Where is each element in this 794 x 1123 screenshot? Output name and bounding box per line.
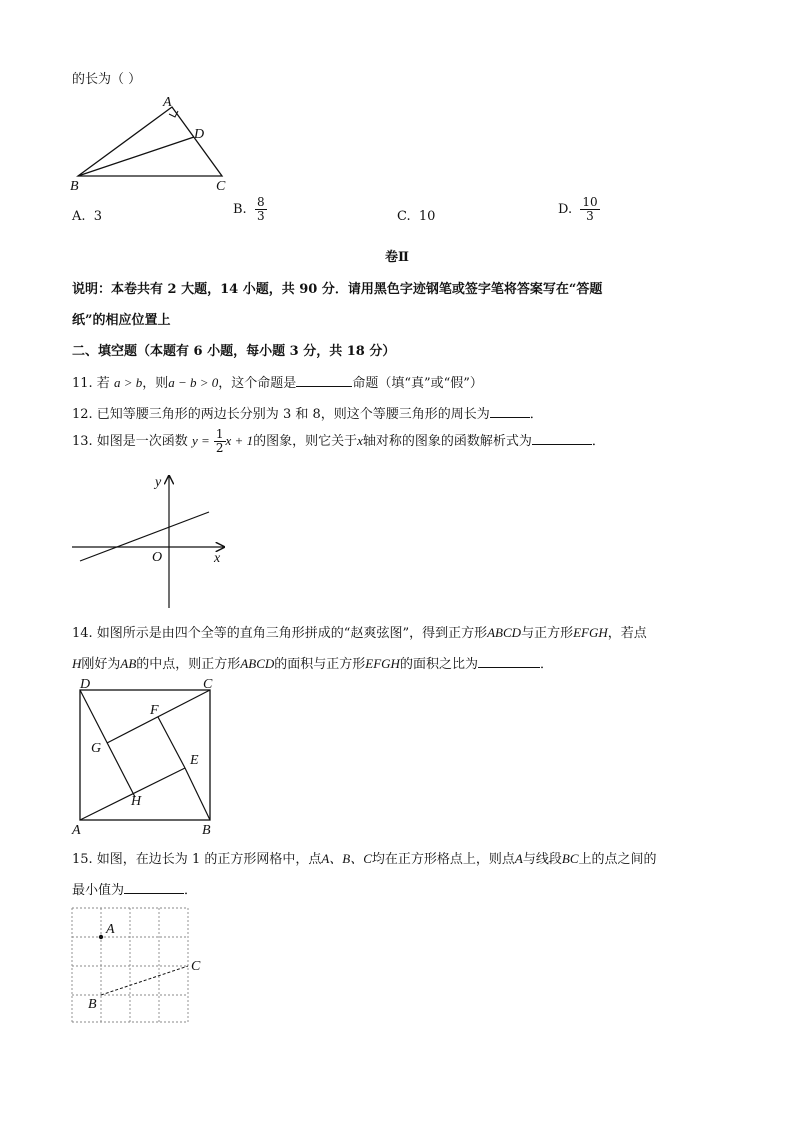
q14-text: 与正方形: [521, 626, 574, 641]
option-key: D.: [558, 202, 573, 217]
label-e: E: [190, 753, 199, 768]
fraction-num: 1: [215, 427, 224, 441]
question-11: [72, 372, 483, 391]
section-title: 卷Ⅱ: [385, 250, 409, 265]
fraction-num: 10: [582, 195, 598, 209]
answer-blank[interactable]: [478, 655, 540, 668]
q14-text: 刚好为: [81, 657, 121, 672]
option-value: 3: [93, 209, 103, 224]
q14-text: 的中点，则正方形: [136, 657, 241, 672]
q11-mid: ，则: [142, 376, 169, 391]
q14-point-h: H: [72, 656, 82, 671]
option-key: B.: [233, 202, 247, 217]
q15-text: 与线段: [522, 852, 562, 867]
q13-end: ．: [591, 434, 605, 449]
right-angle-mark: [169, 111, 178, 117]
label-a: A: [163, 95, 172, 110]
q14-text: 14. 如图所示是由四个全等的直角三角形拼成的“赵爽弦图”，得到正方形: [72, 626, 488, 641]
q13-prefix: 13. 如图是一次函数: [72, 434, 188, 449]
q14-text: 的面积之比为: [399, 657, 478, 672]
q14-square-efgh: EFGH: [573, 625, 608, 640]
fraction: [214, 428, 226, 455]
option-d[interactable]: [558, 196, 600, 223]
option-c[interactable]: [397, 209, 435, 224]
label-d: D: [80, 677, 91, 692]
label-h: H: [131, 794, 142, 809]
zhao-shuang-figure: [66, 672, 226, 840]
question-13: [72, 428, 605, 455]
segment-dh: [80, 690, 135, 797]
q14-square-abcd: ABCD: [487, 625, 522, 640]
function-graph-figure: [66, 470, 236, 612]
q11-cond2: a − b > 0: [168, 375, 219, 390]
label-c: C: [216, 179, 226, 194]
q14-square-abcd: ABCD: [240, 656, 275, 671]
label-y: y: [155, 475, 162, 490]
q14-end: ．: [539, 657, 553, 672]
label-c: C: [203, 677, 213, 692]
segment-be: [185, 768, 210, 820]
question-14-line2: [72, 653, 553, 672]
section-heading: 二、填空题（本题有 6 小题，每小题 3 分，共 18 分）: [72, 344, 396, 359]
q11-cond1: a > b: [113, 375, 143, 390]
q11-prefix: 11. 若: [72, 376, 110, 391]
question-continuation: 的长为（ ）: [72, 72, 142, 87]
option-value: 10: [418, 209, 436, 224]
segment-fe: [158, 717, 185, 768]
q15-segment-bc: BC: [561, 851, 579, 866]
grid-figure: [66, 902, 216, 1028]
q14-segment-ab: AB: [120, 656, 137, 671]
fraction: [580, 196, 599, 223]
q15-text: 均在正方形格点上，则点: [371, 852, 515, 867]
segment-bc: [101, 966, 188, 995]
q15-text: 最小值为: [72, 883, 125, 898]
section-note-line2: 纸”的相应位置上: [72, 313, 171, 328]
label-b: B: [202, 823, 211, 838]
option-key: A.: [72, 209, 86, 224]
q11-text2: ，这个命题是: [218, 376, 297, 391]
q13-text2: 的图象，则它关于: [253, 434, 358, 449]
q14-text: 的面积与正方形: [274, 657, 366, 672]
label-b: B: [70, 179, 79, 194]
fraction-den: 3: [256, 209, 265, 223]
label-b: B: [88, 997, 97, 1012]
label-g: G: [91, 741, 102, 756]
fraction-den: 3: [586, 209, 594, 223]
label-x: x: [214, 551, 221, 566]
question-14-line1: [72, 622, 647, 641]
q15-points: A、B、C: [321, 851, 372, 866]
answer-blank[interactable]: [296, 374, 352, 387]
option-a[interactable]: [72, 209, 102, 224]
label-f: F: [150, 703, 159, 718]
q15-end: ．: [184, 883, 198, 898]
label-a: A: [106, 922, 115, 937]
option-key: C.: [397, 209, 411, 224]
fraction-num: 8: [256, 195, 265, 209]
option-b[interactable]: [233, 196, 267, 223]
q15-text: 上的点之间的: [578, 852, 657, 867]
label-origin: O: [152, 550, 163, 565]
label-a: A: [72, 823, 81, 838]
q14-text: ，若点: [607, 626, 647, 641]
fraction-den: 2: [215, 441, 224, 455]
answer-blank[interactable]: [490, 405, 530, 418]
function-line: [80, 512, 209, 561]
q12-end: ．: [529, 407, 543, 422]
q13-text3: 轴对称的图象的函数解析式为: [362, 434, 532, 449]
q15-text: 15. 如图，在边长为 1 的正方形网格中，点: [72, 852, 322, 867]
q13-var-x: x: [357, 433, 363, 448]
triangle-figure: [66, 92, 236, 194]
point-a: [99, 935, 103, 939]
q13-y-eq: y =: [191, 433, 210, 448]
fraction: [255, 196, 267, 223]
q11-text3: 命题（填“真”或“假”）: [352, 376, 483, 391]
question-15-line1: [72, 848, 657, 867]
q13-tail: x + 1: [225, 433, 254, 448]
segment-bd: [78, 137, 194, 176]
question-15-line2: [72, 879, 197, 898]
answer-blank[interactable]: [124, 881, 184, 894]
q14-square-efgh: EFGH: [365, 656, 400, 671]
section-note-line1: 说明：本卷共有 2 大题，14 小题，共 90 分．请用黑色字迹钢笔或签字笔将答案写在“答题: [72, 282, 603, 297]
answer-blank[interactable]: [532, 432, 592, 445]
label-c: C: [191, 959, 201, 974]
label-d: D: [194, 127, 205, 142]
q12-text: 12. 已知等腰三角形的两边长分别为 3 和 8，则这个等腰三角形的周长为: [72, 407, 490, 422]
q15-point-a: A: [514, 851, 523, 866]
question-12: [72, 403, 543, 422]
